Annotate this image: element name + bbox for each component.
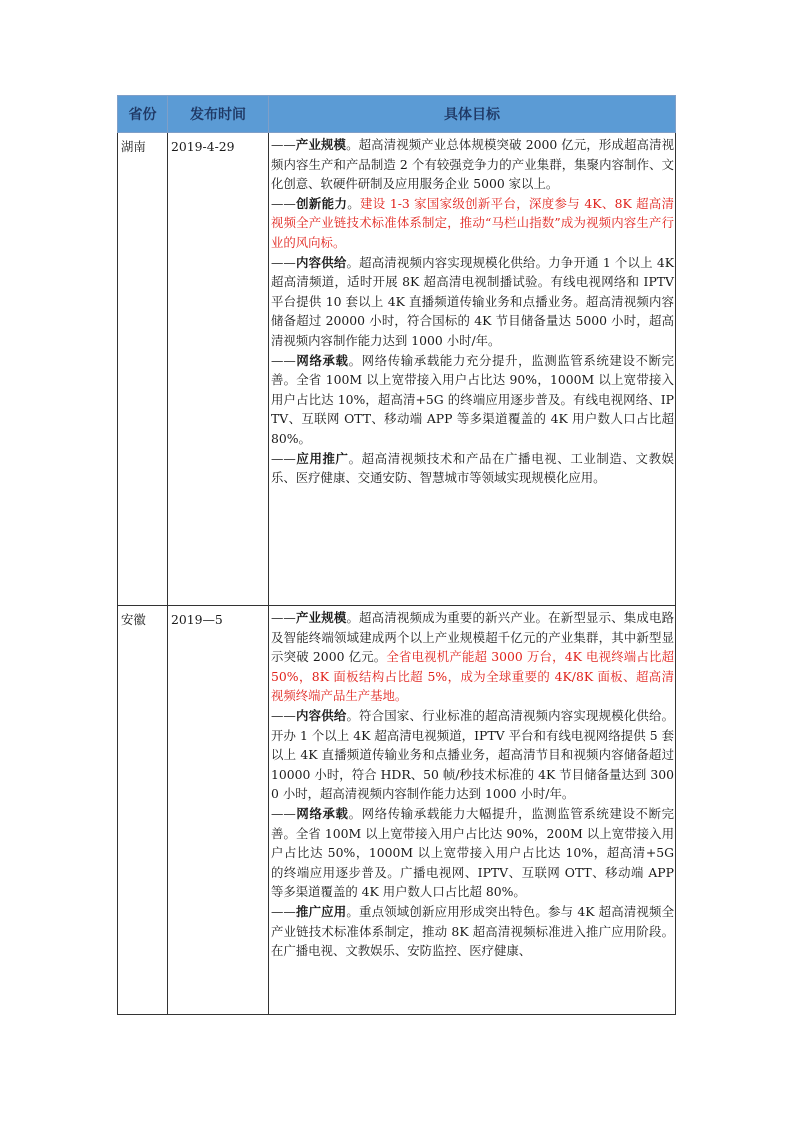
header-goals: 具体目标 xyxy=(269,96,676,133)
goal-paragraph: ——内容供给。符合国家、行业标准的超高清视频内容实现规模化供给。开办 1 个以上 4K 超高清电视频道，IPTV 平台和有线电视网络提供 5 套以上 4K 直播频道传输业务和点播业务，超高清节目和视频内容储备超过 10000 小时，符合 HDR、50 帧/秒技术标准的 4K 节目储备量达到 3000 小时，超高清视频内容制作能力达到 1000 小时/年。 xyxy=(271,707,675,802)
goal-paragraph: ——应用推广。超高清视频技术和产品在广播电视、工业制造、文教娱乐、医疗健康、交通安防、智慧城市等领域实现规模化应用。 xyxy=(271,450,675,486)
goal-title: 产业规模 xyxy=(295,610,347,625)
goal-paragraph: ——内容供给。超高清视频内容实现规模化供给。力争开通 1 个以上 4K 超高清频道，适时开展 8K 超高清电视制播试验。有线电视网络和 IPTV 平台提供 10 套以上 4K 直播频道传输业务和点播业务。超高清视频内容储备超过 20000 小时，符合国标的 4K 节目储备量达 5000 小时，超高清视频内容制作能力达到 1000 小时/年。 xyxy=(271,254,675,348)
goals-cell xyxy=(269,606,676,1015)
province-cell: 安徽 xyxy=(118,606,168,1015)
goal-title: 网络承载 xyxy=(295,805,349,821)
goal-paragraph: ——创新能力。建设 1-3 家国家级创新平台，深度参与 4K、8K 超高清视频全产业链技术标准体系制定，推动“马栏山指数”成为视频内容生产行业的风向标。 xyxy=(271,195,674,250)
date-cell: 2019—5 xyxy=(168,606,269,1015)
highlight-text: 全省电视机产能超 3000 万台，4K 电视终端占比超 50%，8K 面板结构占比超 5%，成为全球重要的 4K/8K 面板、超高清视频终端产品生产基地。 xyxy=(271,649,674,704)
goal-paragraph: ——产业规模。超高清视频成为重要的新兴产业。在新型显示、集成电路及智能终端领域建成两个以上产业规模超千亿元的产业集群，其中新型显示突破 2000 亿元。全省电视机产能超 3000 万台，4K 电视终端占比超 50%，8K 面板结构占比超 5%，成为全球重要的 4K/8K 面板、超高清视频终端产品生产基地。 xyxy=(271,610,675,704)
goal-paragraph: ——网络承载。网络传输承载能力充分提升，监测监管系统建设不断完善。全省 100M 以上宽带接入用户占比达 90%，1000M 以上宽带接入用户占比达 10%，超高清+5G 的终端应用逐步普及。有线电视网络、IPTV、互联网 OTT、移动端 APP 等多渠道覆盖的 4K 用户数人口占比超 80%。 xyxy=(271,352,675,446)
goal-title: 内容供给 xyxy=(295,707,347,723)
table-row xyxy=(118,606,676,1015)
header-date: 发布时间 xyxy=(168,96,269,133)
goal-title: 应用推广 xyxy=(295,450,349,466)
goal-title: 网络承载 xyxy=(295,352,349,368)
goals-cell xyxy=(269,133,676,606)
goal-title: 产业规模 xyxy=(295,137,347,152)
goal-title: 推广应用 xyxy=(295,903,347,919)
table-header-row xyxy=(118,96,676,133)
header-province: 省份 xyxy=(118,96,168,133)
goal-paragraph: ——推广应用。重点领域创新应用形成突出特色。参与 4K 超高清视频全产业链技术标准体系制定，推动 8K 超高清视频标准进入推广应用阶段。在广播电视、文教娱乐、安防监控、医疗健康、 xyxy=(271,903,675,959)
goal-paragraph: ——网络承载。网络传输承载能力大幅提升，监测监管系统建设不断完善。全省 100M 以上宽带接入用户占比达 90%，200M 以上宽带接入用户占比达 50%，1000M 以上宽带接入用户占比达 10%，超高清+5G 的终端应用逐步普及。广播电视网、IPTV、互联网 OTT、移动端 APP 等多渠道覆盖的 4K 用户数人口占比超 80%。 xyxy=(271,805,675,900)
goal-title: 内容供给 xyxy=(295,254,347,270)
highlight-text: 建设 1-3 家国家级创新平台，深度参与 4K、8K 超高清视频全产业链技术标准体系制定，推动“马栏山指数”成为视频内容生产行业的风向标。 xyxy=(271,195,674,250)
policy-table xyxy=(117,95,676,1015)
goal-paragraph: ——产业规模。超高清视频产业总体规模突破 2000 亿元，形成超高清视频内容生产和产品制造 2 个有较强竞争力的产业集群，集聚内容制作、文化创意、软硬件研制及应用服务企业 5000 家以上。 xyxy=(271,137,674,192)
goal-title: 创新能力 xyxy=(295,195,348,211)
table-row xyxy=(118,133,676,606)
date-cell: 2019-4-29 xyxy=(168,133,269,606)
province-cell: 湖南 xyxy=(118,133,168,606)
